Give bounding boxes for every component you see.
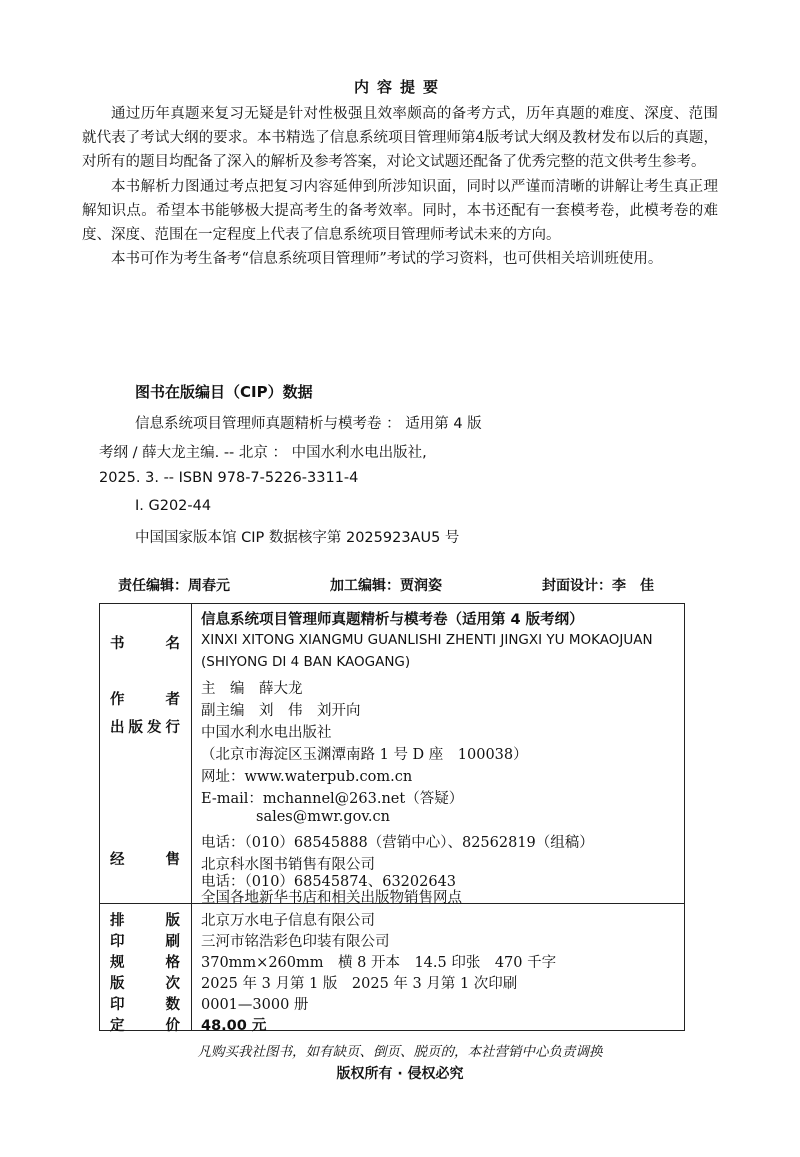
chief-editor: 主 编 薛大龙 xyxy=(201,681,303,697)
price-label: 定价 xyxy=(110,1018,180,1034)
cip-line: 考纲 / 薛大龙主编. -- 北京 ： 中国水利水电出版社, xyxy=(99,445,427,461)
book-edition: 2025 年 3 月第 1 版 2025 年 3 月第 1 次印刷 xyxy=(201,976,518,992)
publisher-label: 出版发行 xyxy=(110,720,180,736)
title-label: 书名 xyxy=(110,636,180,652)
specs-label: 规格 xyxy=(110,955,180,971)
distributor-name: 北京科水图书销售有限公司 xyxy=(201,857,375,873)
distributor-network: 全国各地新华书店和相关出版物销售网点 xyxy=(201,890,462,906)
cip-line: 中国国家版本馆 CIP 数据核字第 2025923AU5 号 xyxy=(135,530,460,546)
summary-paragraph: 通过历年真题来复习无疑是针对性极强且效率颇高的备考方式，历年真题的难度、深度、范围就代表了考试大纲的要求。本书精选了信息系统项目管理师第4版考试大纲及教材发布以后的真题，对所有的题目均配备了深入的解析及参考答案，对论文试题还配备了优秀完整的范文供考生参考。 xyxy=(82,106,718,171)
cip-line: Ⅰ. G202-44 xyxy=(135,498,212,514)
cip-heading: 图书在版编目（CIP）数据 xyxy=(135,383,313,401)
column-divider xyxy=(191,604,192,1030)
summary-paragraph: 本书可作为考生备考“信息系统项目管理师”考试的学习资料，也可供相关培训班使用。 xyxy=(111,251,663,268)
publisher-email: E-mail：mchannel@263.net（答疑） xyxy=(201,791,464,807)
distributor-label: 经售 xyxy=(110,852,180,868)
author-label: 作者 xyxy=(110,692,180,708)
book-title-pinyin: XINXI XITONG XIANGMU GUANLISHI ZHENTI JINGXI YU MOKAOJUAN xyxy=(201,632,653,648)
cip-line: 信息系统项目管理师真题精析与模考卷 ： 适用第 4 版 xyxy=(135,416,482,432)
typesetting-company: 北京万水电子信息有限公司 xyxy=(201,913,375,929)
publisher-address: （北京市海淀区玉渊潭南路 1 号 D 座 100038） xyxy=(201,747,528,763)
book-specs: 370mm×260mm 横 8 开本 14.5 印张 470 千字 xyxy=(201,955,557,971)
book-price: 48.00 元 xyxy=(201,1018,267,1034)
publisher-phone: 电话：（010）68545888（营销中心）、82562819（组稿） xyxy=(201,835,594,851)
deputy-editors: 副主编 刘 伟 刘开向 xyxy=(201,703,361,719)
publisher-email: sales@mwr.gov.cn xyxy=(256,809,390,825)
responsible-editor: 责任编辑：周春元 xyxy=(118,578,230,594)
cover-designer: 封面设计：李 佳 xyxy=(542,578,654,594)
edition-label: 版次 xyxy=(110,976,180,992)
copyright-notice: 版权所有 · 侵权必究 xyxy=(336,1066,464,1082)
summary-paragraph: 本书解析力图通过考点把复习内容延伸到所涉知识面，同时以严谨而清晰的讲解让考生真正理解知识点。希望本书能够极大提高考生的备考效率。同时，本书还配有一套模考卷，此模考卷的难度、深度、范围在一定程度上代表了信息系统项目管理师考试未来的方向。 xyxy=(82,178,718,244)
processing-editor: 加工编辑：贾润姿 xyxy=(330,578,442,594)
publisher-name: 中国水利水电出版社 xyxy=(201,725,332,741)
cip-line: 2025. 3. -- ISBN 978-7-5226-3311-4 xyxy=(99,470,359,486)
publisher-website: 网址：www.waterpub.com.cn xyxy=(201,769,413,785)
print-run-label: 印数 xyxy=(110,997,180,1013)
replacement-note: 凡购买我社图书，如有缺页、倒页、脱页的，本社营销中心负责调换 xyxy=(197,1044,603,1060)
summary-body xyxy=(82,102,718,271)
summary-title: 内容提要 xyxy=(353,78,446,96)
typesetting-label: 排版 xyxy=(110,913,180,929)
distributor-phone: 电话：（010）68545874、63202643 xyxy=(201,874,457,890)
print-run: 0001—3000 册 xyxy=(201,997,309,1013)
printing-company: 三河市铭浩彩色印装有限公司 xyxy=(201,934,390,950)
book-title: 信息系统项目管理师真题精析与模考卷（适用第 4 版考纲） xyxy=(201,612,584,628)
printing-label: 印刷 xyxy=(110,934,180,950)
colophon-table xyxy=(99,603,685,1034)
book-title-pinyin: (SHIYONG DI 4 BAN KAOGANG) xyxy=(201,654,411,670)
